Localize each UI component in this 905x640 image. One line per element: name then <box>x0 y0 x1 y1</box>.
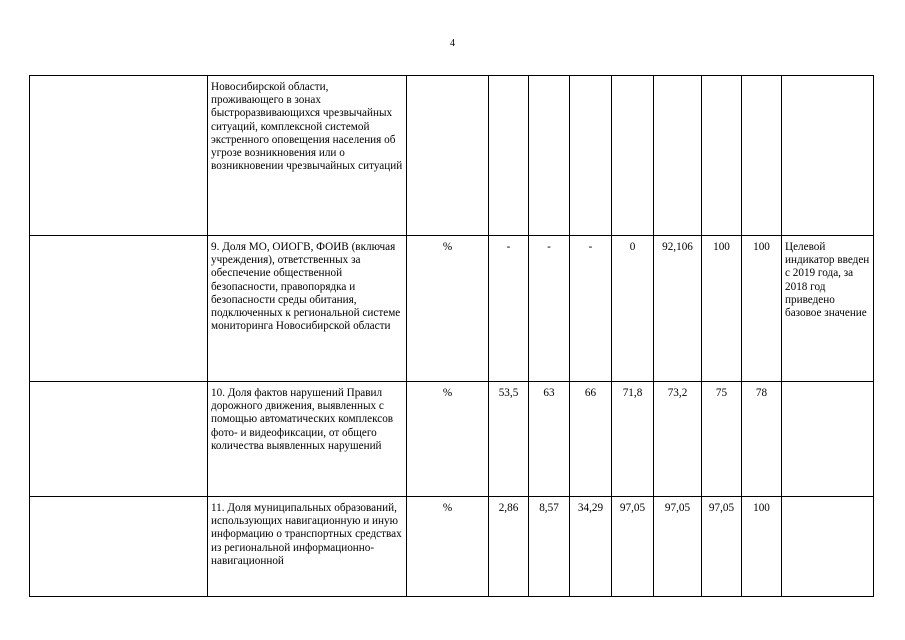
note-cell <box>782 382 874 497</box>
unit-cell: % <box>407 497 489 597</box>
note-cell <box>782 497 874 597</box>
empty-left-cell <box>30 76 208 236</box>
indicator-description: Новосибирской области, проживающего в зонах быстроразвивающихся чрезвычайных ситуаций, комплексной системой экстренного оповещения населения об угрозе возникновения или о возникновении чрезвычайных ситуаций <box>208 76 407 236</box>
value-cell: 97,05 <box>654 497 702 597</box>
value-cell <box>529 76 570 236</box>
value-cell: - <box>529 236 570 382</box>
note-cell <box>782 76 874 236</box>
value-cell: 75 <box>702 382 742 497</box>
value-cell <box>654 76 702 236</box>
indicator-description: 9. Доля МО, ОИОГВ, ФОИВ (включая учреждения), ответственных за обеспечение общественной безопасности, правопорядка и безопасности среды обитания, подключенных к региональной системе мониторинга Новосибирской области <box>208 236 407 382</box>
value-cell: 8,57 <box>529 497 570 597</box>
value-cell <box>570 76 612 236</box>
empty-left-cell <box>30 236 208 382</box>
value-cell: 78 <box>742 382 782 497</box>
value-cell <box>702 76 742 236</box>
unit-cell <box>407 76 489 236</box>
unit-cell: % <box>407 382 489 497</box>
value-cell: 97,05 <box>702 497 742 597</box>
value-cell: 100 <box>742 236 782 382</box>
value-cell <box>742 76 782 236</box>
table-row <box>30 497 874 597</box>
value-cell: 100 <box>702 236 742 382</box>
value-cell <box>612 76 654 236</box>
value-cell: - <box>489 236 529 382</box>
value-cell: 0 <box>612 236 654 382</box>
value-cell: - <box>570 236 612 382</box>
indicator-description: 10. Доля фактов нарушений Правил дорожного движения, выявленных с помощью автоматических комплексов фото- и видеофиксации, от общего количества выявленных нарушений <box>208 382 407 497</box>
indicators-table <box>29 75 874 597</box>
value-cell: 71,8 <box>612 382 654 497</box>
page-number: 4 <box>450 38 455 49</box>
value-cell: 92,106 <box>654 236 702 382</box>
value-cell: 97,05 <box>612 497 654 597</box>
indicator-description: 11. Доля муниципальных образований, использующих навигационную и иную информацию о транспортных средствах из региональной информационно-навигационной <box>208 497 407 597</box>
value-cell: 53,5 <box>489 382 529 497</box>
value-cell: 34,29 <box>570 497 612 597</box>
value-cell <box>489 76 529 236</box>
empty-left-cell <box>30 382 208 497</box>
value-cell: 73,2 <box>654 382 702 497</box>
value-cell: 2,86 <box>489 497 529 597</box>
value-cell: 66 <box>570 382 612 497</box>
table-row <box>30 236 874 382</box>
table-row <box>30 382 874 497</box>
empty-left-cell <box>30 497 208 597</box>
value-cell: 100 <box>742 497 782 597</box>
table-row <box>30 76 874 236</box>
unit-cell: % <box>407 236 489 382</box>
value-cell: 63 <box>529 382 570 497</box>
note-cell: Целевой индикатор введен с 2019 года, за 2018 год приведено базовое значение <box>782 236 874 382</box>
